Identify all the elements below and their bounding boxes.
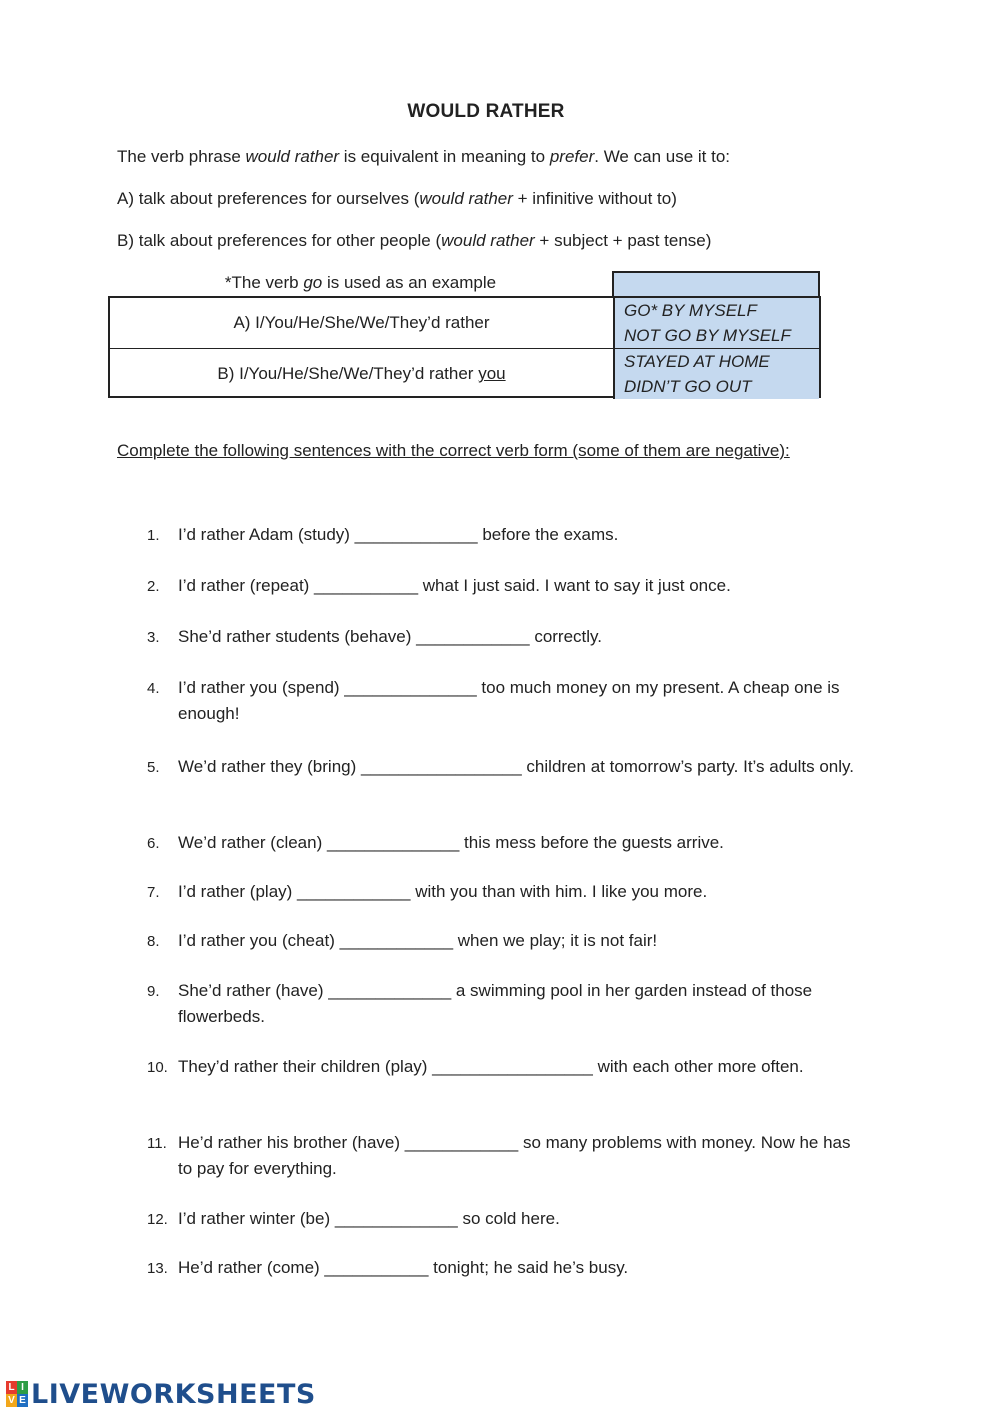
table-row [110,298,819,349]
table-note: *The verb go is used as an example [224,273,497,292]
table-cell-subject: B) I/You/He/She/We/They’d rather you [110,349,615,399]
grammar-table [108,296,821,398]
exercise-instruction: Complete the following sentences with the correct verb form (some of them are negative): [117,441,790,460]
worksheet-page: WOULD RATHER The verb phrase would rather is equivalent in meaning to prefer. We can use it to: A) talk about preferences for ourselves (would rather + infinitive without to) B) talk about preferences for other people (would rather + subject + past tense) *The verb go is used as an example A) I/You/He/She/We/They’d rather GO* BY MYSELF NOT GO BY MYSELF B) I/You/He/She/We/They’d rather you STAYED AT HOME DIDN’T GO OUT Complete the following sentences with the correct verb form (some of them are negative): 1. I’d rather Adam (study) _____________ before the exams. 2. I’d rather (repeat) ___________ what I just said. I want to say it just once. 3. She’d rather students (behave) ____________ correctly. 4. I’d rather you (spend) ______________ too much money on my present. A cheap one is enough! 5. We’d rather they (bring) _________________ children at tomorrow’s party. It’s adults only. 6. We’d rather (clean) ______________ this mess before the guests arrive. 7. I’d rather (play) ____________ with you than with him. I like you more. 8. I’d rather you (cheat) ____________ when we play; it is not fair! 9. She’d rather (have) _____________ a swimming pool in her garden instead of those flowerbeds. 10. They’d rather their children (play) _________________ with each other more often. 11. He’d rather his brother (have) ____________ so many problems with money. Now he has to pay for everything. 12. I’d rather winter (be) _____________ so cold here. 13. He’d rather (come) ___________ tonight; he said he’s busy. L I V E LIVEWORKSHEETS [0,0,1000,1413]
liveworksheets-logo[interactable] [6,1380,316,1408]
table-blue-header [612,271,820,296]
page-title: WOULD RATHER [407,101,565,122]
intro-line-1: The verb phrase would rather is equivalent in meaning to prefer. We can use it to: [117,147,731,166]
logo-blocks-icon: L I V E [6,1381,28,1407]
table-cell-subject: A) I/You/He/She/We/They’d rather [110,298,615,348]
table-cell-form: STAYED AT HOME DIDN’T GO OUT [615,349,819,399]
intro-line-2: A) talk about preferences for ourselves (would rather + infinitive without to) [117,189,677,208]
table-row [110,349,819,399]
logo-wordmark: LIVEWORKSHEETS [31,1378,316,1410]
intro-line-3: B) talk about preferences for other people (would rather + subject + past tense) [117,231,712,250]
table-cell-form: GO* BY MYSELF NOT GO BY MYSELF [615,298,819,348]
